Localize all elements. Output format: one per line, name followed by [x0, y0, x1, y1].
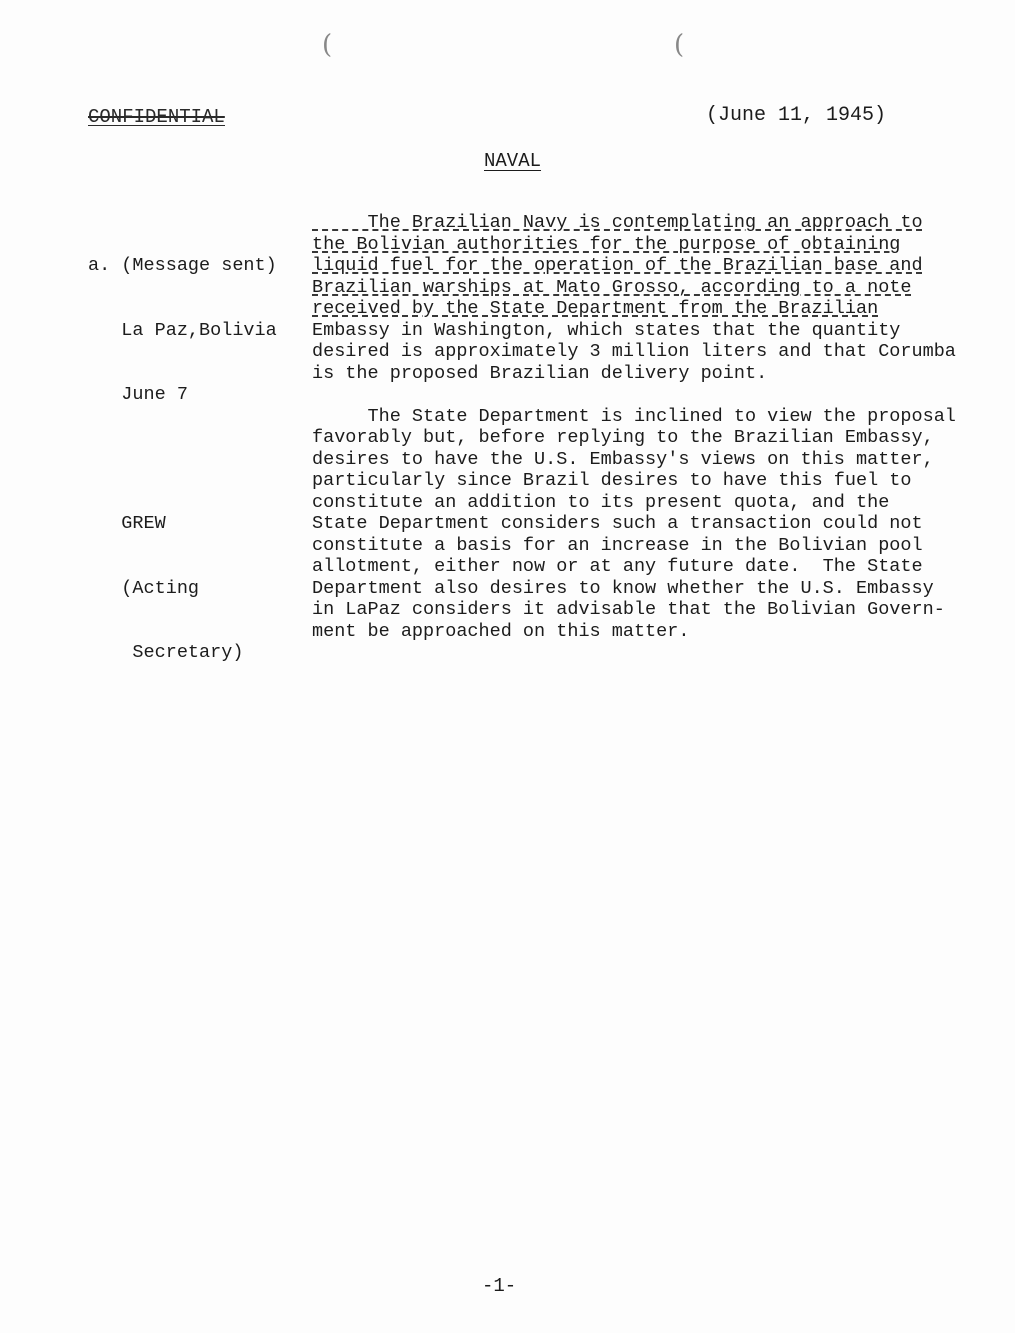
- scan-mark: (: [322, 30, 333, 60]
- body-line: Department also desires to know whether the U.S. Embassy: [312, 577, 934, 599]
- message-sidebar: [88, 212, 277, 707]
- sidebar-line: June 7: [88, 384, 188, 405]
- classification-stamp: CONFIDENTIAL: [88, 106, 225, 128]
- body-line: The Brazilian Navy is contemplating an approach to: [312, 212, 923, 233]
- sidebar-line: (Acting: [88, 577, 200, 599]
- body-line: constitute an addition to its present quota, and the: [312, 491, 890, 513]
- document-date: (June 11, 1945): [706, 104, 887, 127]
- sidebar-line: La Paz,Bolivia: [88, 319, 277, 341]
- body-line: The State Department is inclined to view the proposal: [312, 405, 956, 427]
- body-line: desires to have the U.S. Embassy's views on this matter,: [312, 448, 934, 470]
- document-body: [312, 212, 992, 664]
- sidebar-line: a. (Message sent): [88, 255, 277, 276]
- paragraph-1: [312, 212, 992, 384]
- section-title: NAVAL: [484, 150, 542, 172]
- sidebar-line: GREW: [88, 513, 166, 534]
- body-line: constitute a basis for an increase in the Bolivian pool: [312, 534, 923, 556]
- scan-mark: (: [674, 30, 685, 60]
- body-line: is the proposed Brazilian delivery point.: [312, 362, 768, 384]
- paragraph-2: [312, 406, 992, 643]
- body-line: received by the State Department from the Brazilian: [312, 298, 879, 319]
- body-line: favorably but, before replying to the Brazilian Embassy,: [312, 427, 934, 448]
- body-line: State Department considers such a transaction could not: [312, 513, 923, 534]
- body-line: particularly since Brazil desires to have this fuel to: [312, 470, 912, 491]
- page-number: -1-: [482, 1275, 517, 1297]
- body-line: liquid fuel for the operation of the Brazilian base and: [312, 255, 923, 276]
- body-line: Brazilian warships at Mato Grosso, according to a note: [312, 276, 912, 298]
- body-line: desired is approximately 3 million liters and that Corumba: [312, 341, 956, 362]
- body-line: Embassy in Washington, which states that the quantity: [312, 319, 901, 341]
- sidebar-line: [88, 449, 277, 471]
- body-line: the Bolivian authorities for the purpose of obtaining: [312, 233, 901, 255]
- sidebar-line: Secretary): [88, 642, 244, 663]
- body-line: allotment, either now or at any future date. The State: [312, 556, 923, 577]
- body-line: in LaPaz considers it advisable that the Bolivian Govern-: [312, 599, 945, 620]
- body-line: ment be approached on this matter.: [312, 620, 690, 642]
